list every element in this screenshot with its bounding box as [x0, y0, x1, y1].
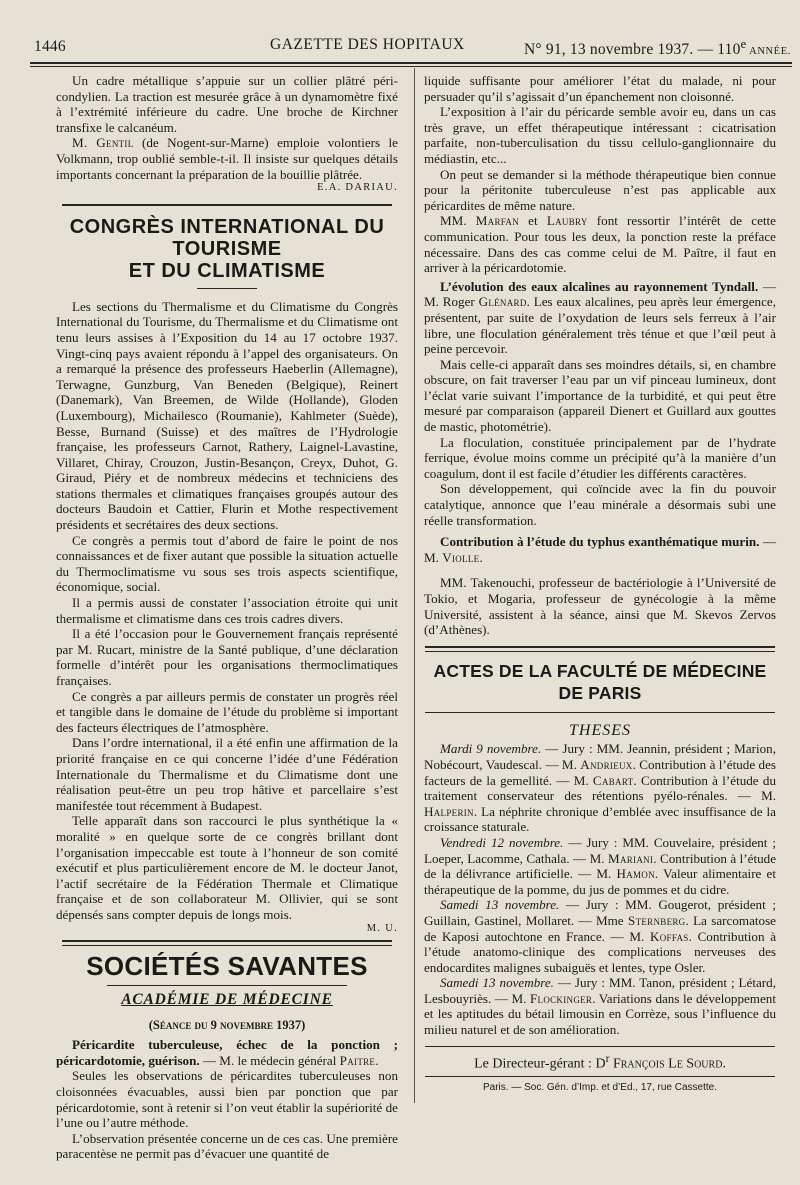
pericardite-heading: Péricardite tuberculeuse, échec de la ponction ; péricardotomie, guérison. — M. le médecin général Paitre. [56, 1037, 398, 1068]
these-entry-2 [424, 835, 776, 897]
congress-title-line2: ET DU CLIMATISME [128, 259, 326, 282]
congress-paragraph-6: Dans l’ordre international, il a été enfin une affirmation de la priorité française en ce qui concerne l’idée d’une Fédération Internationale du Thermalisme et du Climatisme dont une réalisation peut-être un peu trop hâtive et parcellaire s’est manifestée tout récemment à Budapest. [56, 735, 398, 813]
issue-annee: ANNÉE. [746, 46, 791, 58]
these-3-name-2: Koffas [650, 928, 689, 944]
these-4-date: Samedi 13 novembre. [440, 975, 554, 991]
these-3-text-2: . Contribution à l’étude anatomo-clinique des complications nerveuses des endocardites malignes subaiguës et lentes, type Osler. [424, 928, 777, 975]
typhus-paragraph-1: MM. Takenouchi, professeur de bactériologie à l’Université de Tokio, et Mogaria, professeur de gynécologie à la même Université, assistent à la séance, ainsi que M. Skevos Zervos (d’Athènes). [424, 575, 776, 638]
these-1-text-3: . La néphrite chronique d’emblée avec insuffisance de la croissance staturale. [424, 803, 776, 835]
author-gentil: M. Gentil [72, 135, 134, 151]
these-4-name-1: Flockinger [529, 990, 593, 1006]
gerant-name: François Le Sourd. [609, 1056, 726, 1072]
tyndall-paragraph-4: Son développement, qui coïncide avec la fin du pouvoir catalytique, annonce que l’eau minérale a désormais subi une réelle transformation. [424, 481, 776, 528]
these-3-jury: — Jury : MM. Gougerot, président ; Guillain, Gastinel, Mollaret. — Mme [424, 897, 776, 928]
congress-title-line1: CONGRÈS INTERNATIONAL DU TOURISME [69, 215, 385, 260]
page-header [0, 30, 800, 64]
these-2-name-1: Mariani [608, 850, 654, 866]
gentil-text: (de Nogent-sur-Marne) emploie volontiers le Volkmann, trop oublié semble-t-il. Il insiste sur quelques détails importants concernant la préparation de la bouillie plâtrée. [56, 135, 398, 182]
tyndall-paragraph-2: Mais celle-ci apparaît dans ses moindres détails, si, en chambre obscure, on fait traverser l’eau par un vif pinceau lumineux, dont l’éclat varie suivant l’importance de la turbidité, et qui peut être mesuré par comparaison (appareil Dienert et Guillard aux gouttes de mastic, photométrie). [424, 356, 776, 435]
pericardite-title: Péricardite tuberculeuse, échec de la ponction ; péricardotomie, guérison. [56, 1037, 398, 1068]
pericardite-paragraph-3: L’exposition à l’air du péricarde semble avoir eu, dans un cas très grave, un effet thérapeutique intéressant : cicatrisation parfaite, non-tuberculisation du tissu cellulo-ganglionnaire du médiastin, etc... [424, 104, 776, 166]
author-violle: Violle [442, 549, 480, 565]
congress-paragraph-5: Ce congrès a par ailleurs permis de constater un progrès réel et tangible dans le domaine de l’étude du problème si important des facteurs électriques de l’atmosphère. [56, 688, 398, 735]
pericardite-author-prefix: — M. le médecin général [199, 1052, 340, 1068]
typhus-heading: Contribution à l’étude du typhus exanthématique murin. — M. Violle. [424, 534, 776, 565]
these-1-name-1: Andrieux [580, 756, 633, 772]
discussion-text: font ressortir l’intérêt de cette communication. Pour tous les deux, la ponction reste la préface nécessaire. Dans des cas comme celui de M. Paître, il faut en arriver à la péricardotomie. [424, 213, 776, 276]
signature-dariau: E.A. DARIAU. [317, 182, 398, 194]
actes-title: ACTES DE LA FACULTÉ DE MÉDECINE DE PARIS [433, 660, 767, 703]
gentil-paragraph [56, 135, 398, 182]
tyndall-author-prefix: — M. Roger [424, 278, 776, 310]
gerant-prefix: Le Directeur-gérant : D [474, 1056, 606, 1072]
tyndall-title: L’évolution des eaux alcalines au rayonnement Tyndall. [440, 278, 759, 294]
and-text: et [519, 213, 547, 229]
seance-date [56, 1018, 398, 1034]
pericardite-paragraph-4: On peut se demander si la méthode thérapeutique bien connue pour la péritonite tuberculeuse n’est pas applicable aux péricardites de même nature. [424, 166, 776, 213]
these-2-name-2: Hamon [616, 866, 655, 882]
these-entry-1 [424, 741, 776, 835]
tyndall-paragraph-3: La floculation, constituée principalement par de l’hydrate ferrique, évolue moins comme un précipité qu’à la manière d’un coagulum, dont il est facile d’étudier les différents caractères. [424, 434, 776, 481]
these-1-text-2: . Contribution à l’étude du traitement conservateur des rétentions pyélo-rénales. — M. [424, 772, 776, 804]
author-paitre: Paitre [339, 1052, 376, 1068]
seance-text: (Séance du 9 novembre 1937) [148, 1017, 306, 1032]
academie-title: ACADÉMIE DE MÉDECINE [121, 991, 333, 1009]
congress-paragraph-4: Il a été l’occasion pour le Gouvernement français représenté par M. Rucart, ministre de la Santé publique, d’une déclaration formelle d’intérêt pour les organisations thermoclimatiques françaises. [56, 626, 398, 688]
author-laubry: Laubry [546, 213, 588, 229]
these-2-text-2: . Valeur alimentaire et thérapeutique de la pomme, du jus de pommes et du cidre. [424, 866, 776, 897]
header-rule-thin [30, 66, 792, 67]
these-3-name-1: Sternberg [627, 912, 686, 928]
left-column [56, 73, 398, 1162]
congress-paragraph-1: Les sections du Thermalisme et du Climatisme du Congrès International du Tourisme, du Thermalisme et du Climatisme ont tenu leurs assises à l’Exposition du 14 au 17 octobre 1937. Vingt-cinq pays avaient répondu à l’appel des organisateurs. On a remarqué la présence des professeurs Haeberlin (Allemagne), Terwagne, Gunzburg, Van Beneden (Belgique), Reinert (Danemark), Van Breemen, de Wilde (Hollande), Gloden (Luxembourg), Michailesco (Roumanie), Kahlmeter (Suède), Besse, Burnand (Suisse) et des maîtres de l’Hydrologie française, les professeurs Carnot, Rathery, Laignel-Lavastine, Villaret, Chiray, Crouzon, Justin-Besançon, Creyx, Duhot, G. Giraud, Piéry et de nombreux médecins et techniciens des stations thermales et climatiques françaises groupés autour des docteurs Baudoin et Cattier, Flurin et Mothe respectivement présidents et secrétaires des deux sections. [56, 298, 398, 533]
right-column [424, 73, 776, 1096]
author-glenard: Glénard [478, 294, 527, 310]
mm-prefix: MM. [440, 213, 476, 229]
these-3-date: Samedi 13 novembre. [440, 897, 560, 913]
typhus-author-prefix: — M. [424, 534, 776, 565]
column-divider [414, 68, 415, 1103]
these-entry-4 [424, 975, 776, 1037]
societes-savantes-title: SOCIÉTÉS SAVANTES [86, 951, 368, 982]
typhus-title: Contribution à l’étude du typhus exanthématique murin. [440, 534, 760, 550]
these-2-date: Vendredi 12 novembre. [440, 834, 564, 850]
gerant-sup: r [605, 1051, 610, 1065]
congress-paragraph-2: Ce congrès a permis tout d’abord de faire le point de nos connaissances et de fixer autant que possible la situation actuelle du Thermoclimatisme vu sous ses trois aspects scientifique, économique, social. [56, 532, 398, 595]
issue-sup: e [740, 36, 747, 51]
these-1-date: Mardi 9 novembre. [440, 741, 542, 757]
these-1-text-1: . Contribution à l’étude des facteurs de la gemellité. — M. [424, 756, 776, 788]
tyndall-heading [424, 279, 776, 357]
journal-title: GAZETTE DES HOPITAUX [270, 36, 465, 53]
pericardite-continued: liquide suffisante pour améliorer l’état du malade, ni pour persuader qu’il s’agissait d’un épanchement non cloisonné. [424, 73, 776, 104]
tyndall-paragraph-1: . Les eaux alcalines, peu après leur émergence, présentent, par suite de l’oxydation de leurs sels ferreux à l’air libre, une floculation généralement très ténue et que l’œil peut à peine percevoir. [424, 294, 777, 357]
congress-paragraph-3: Il a permis aussi de constater l’association étroite qui unit thermalisme et climatisme dans ces trois cadres divers. [56, 595, 398, 626]
page-number: 1446 [34, 38, 66, 55]
printer-line: Paris. — Soc. Gén. d’Imp. et d’Ed., 17, rue Cassette. [483, 1081, 717, 1093]
these-2-jury: — Jury : MM. Couvelaire, président ; Loeper, Lacomme, Cathala. — M. [424, 834, 776, 866]
issue-line [524, 36, 791, 59]
issue-text: N° 91, 13 novembre 1937. — 110 [524, 41, 741, 59]
header-rule [30, 62, 792, 64]
these-4-jury: — Jury : MM. Tanon, président ; Létard, Lesbouyriès. — M. [424, 975, 776, 1006]
these-1-name-3: Halperin [424, 803, 474, 819]
congress-paragraph-7: Telle apparaît dans son raccourci le plus synthétique la « moralité » en quelque sorte de ce congrès brillant dont l’organisation impeccable est toute à l’honneur de son comité exécutif et plus particulièrement encore de M. le docteur Janot, l’actif secrétaire de la Fédération Thermale et Climatique française et de son collaborateur M. Ollivier, qui se sont dépensés sans compter depuis de longs mois. [56, 813, 398, 922]
intro-paragraph: Un cadre métallique s’appuie sur un collier plâtré péri-condylien. La traction est mesurée grâce à un dynamomètre fixé à l’extrémité inférieure du cadre. Une broche de Kirchner transfixe le calcanéum. [56, 73, 398, 135]
author-marfan: Marfan [475, 213, 520, 229]
pericardite-discussion [424, 213, 776, 275]
these-2-text-1: . Contribution à l’étude de la délivrance artificielle. — M. [424, 850, 777, 882]
directeur-gerant [424, 1051, 776, 1072]
these-4-text-1: . Variations dans le développement et les aptitudes du bétail limousin en Corrèze, sous l’influence du milieu naturel et de son amélioration. [424, 990, 776, 1038]
these-3-text-1: . La sarcomatose de Kaposi autochtone en France. — M. [424, 912, 776, 944]
these-entry-3 [424, 897, 776, 975]
these-1-jury: — Jury : MM. Jeannin, président ; Marion, Nobécourt, Vaudescal. — M. [424, 741, 776, 772]
pericardite-paragraph-2: L’observation présentée concerne un de ces cas. Une première paracentèse ne permit pas d’évacuer une quantité de [56, 1130, 398, 1162]
theses-title: THESES [569, 721, 631, 739]
these-1-name-2: Cabart [592, 772, 634, 788]
pericardite-paragraph-1: Seules les observations de péricardites tuberculeuses non cloisonnées évacuables, aussi bien par ponction que par péricardotomie, sont à retenir si l’on veut établir la supériorité de l’une ou l’autre méthode. [56, 1068, 398, 1131]
signature-mu: M. U. [366, 922, 398, 934]
